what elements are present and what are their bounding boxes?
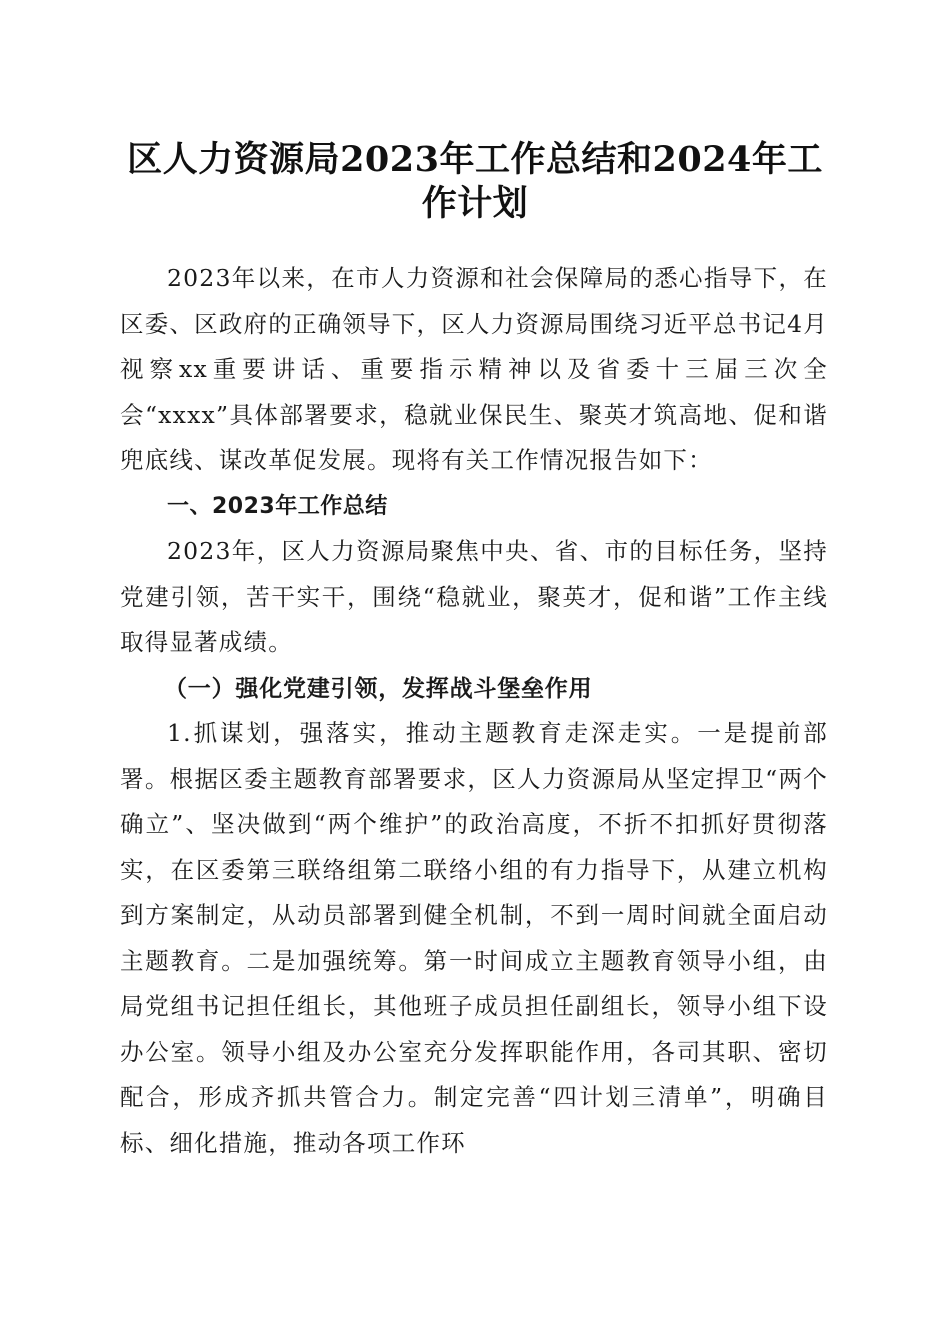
section-heading-summary: 一、2023年工作总结 xyxy=(167,493,388,519)
summary-paragraph: 2023年，区人力资源局聚焦中央、省、市的目标任务，坚持党建引领，苦干实干，围绕“稳就业，聚英才，促和谐”工作主线取得显著成绩。 xyxy=(120,537,828,656)
item-paragraph-theme-education: 1.抓谋划，强落实，推动主题教育走深走实。一是提前部署。根据区委主题教育部署要求，区人力资源局从坚定捍卫“两个确立”、坚决做到“两个维护”的政治高度，不折不扣抓好贯彻落实，在区委第三联络组第二联络小组的有力指导下，从建立机构到方案制定，从动员部署到健全机制，不到一周时间就全面启动主题教育。二是加强统筹。第一时间成立主题教育领导小组，由局党组书记担任组长，其他班子成员担任副组长，领导小组下设办公室。领导小组及办公室充分发挥职能作用，各司其职、密切配合，形成齐抓共管合力。制定完善“四计划三清单”，明确目标、细化措施，推动各项工作环 xyxy=(120,719,828,1157)
document-title: 区人力资源局2023年工作总结和2024年工作计划 xyxy=(127,139,823,224)
intro-paragraph: 2023年以来，在市人力资源和社会保障局的悉心指导下，在区委、区政府的正确领导下，区人力资源局围绕习近平总书记4月视察xx重要讲话、重要指示精神以及省委十三届三次全会“xxxx”具体部署要求，稳就业保民生、聚英才筑高地、促和谐兜底线、谋改革促发展。现将有关工作情况报告如下： xyxy=(120,264,828,474)
document-body xyxy=(120,256,828,1166)
subsection-heading-party-building: （一）强化党建引领，发挥战斗堡垒作用 xyxy=(164,674,593,702)
